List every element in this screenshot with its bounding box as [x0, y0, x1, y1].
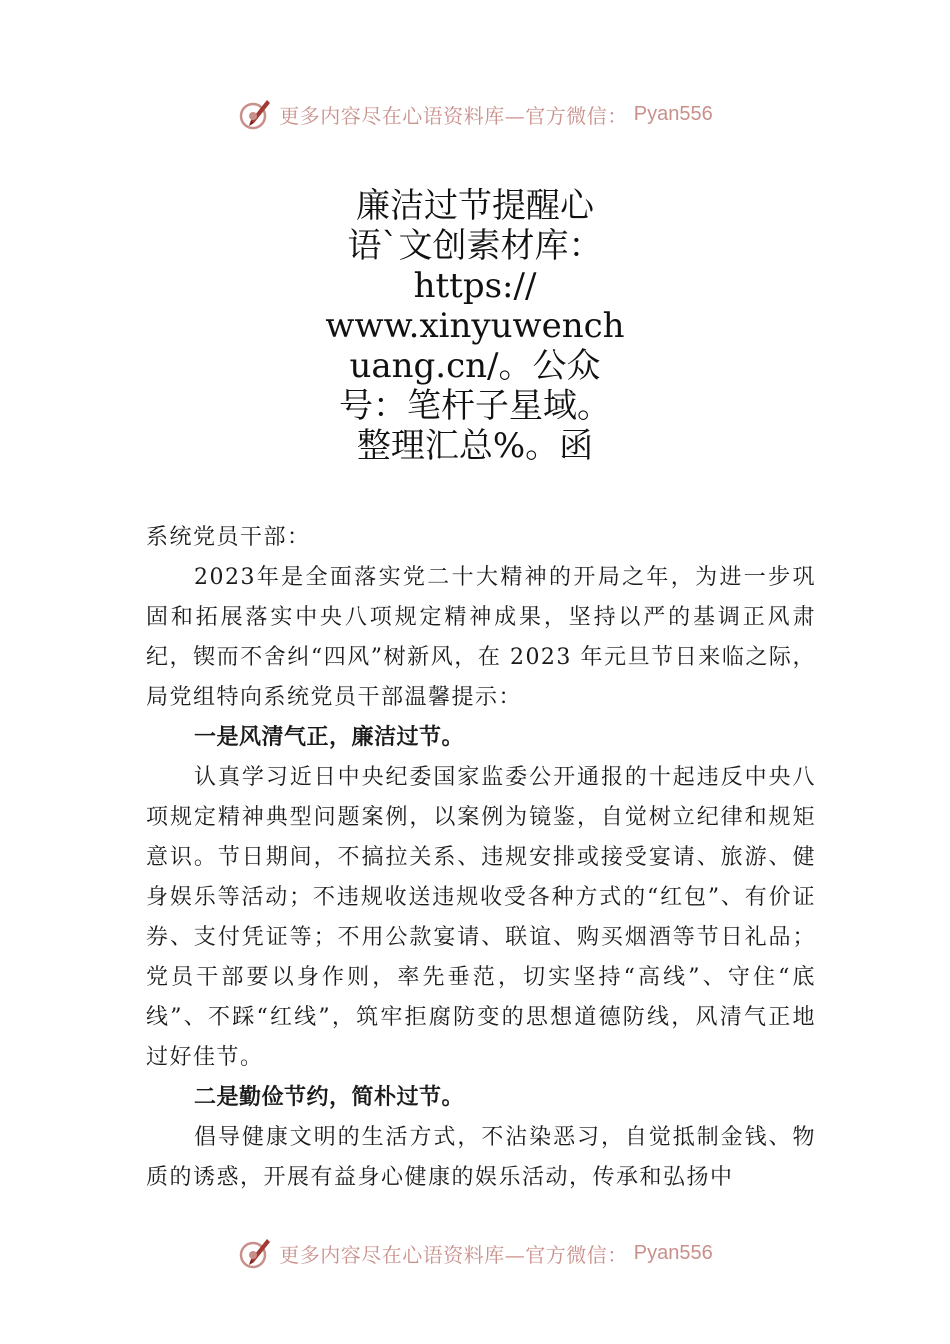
- watermark-header: [0, 92, 950, 136]
- title-line: 号：笔杆子星域。: [339, 386, 611, 426]
- title-line: 整理汇总%。函: [356, 426, 594, 466]
- quill-logo-icon: [237, 96, 273, 132]
- section-heading-1: 一是风清气正，廉洁过节。: [194, 725, 465, 750]
- document-title: [300, 186, 650, 466]
- watermark-wechat-id: Pyan556: [633, 1241, 713, 1264]
- title-line: www.xinyuwench: [325, 306, 625, 346]
- quill-logo-icon: [237, 1235, 273, 1271]
- intro-paragraph: 2023年是全面落实党二十大精神的开局之年，为进一步巩固和拓展落实中央八项规定精神成果，坚持以严的基调正风肃纪，锲而不舍纠“四风”树新风，在 2023 年元旦节日来临之际，局党组特向系统党员干部温馨提示：: [146, 565, 816, 710]
- watermark-footer: [0, 1231, 950, 1275]
- section-paragraph-2: 倡导健康文明的生活方式，不沾染恶习，自觉抵制金钱、物质的诱惑，开展有益身心健康的娱乐活动，传承和弘扬中: [146, 1125, 816, 1190]
- title-line: 廉洁过节提醒心: [356, 186, 594, 226]
- title-line: uang.cn/。公众: [349, 346, 601, 386]
- watermark-text: 更多内容尽在心语资料库—官方微信：: [279, 103, 628, 128]
- watermark-wechat-id: Pyan556: [633, 102, 713, 125]
- salutation: 系统党员干部：: [146, 525, 311, 550]
- watermark-text: 更多内容尽在心语资料库—官方微信：: [279, 1242, 628, 1267]
- title-line: 语`文创素材库：: [347, 226, 603, 266]
- document-body: [146, 518, 816, 1198]
- section-heading-2: 二是勤俭节约，简朴过节。: [194, 1085, 465, 1110]
- title-line: https://: [413, 266, 537, 306]
- section-paragraph-1: 认真学习近日中央纪委国家监委公开通报的十起违反中央八项规定精神典型问题案例，以案例为镜鉴，自觉树立纪律和规矩意识。节日期间，不搞拉关系、违规安排或接受宴请、旅游、健身娱乐等活动；不违规收送违规收受各种方式的“红包”、有价证券、支付凭证等；不用公款宴请、联谊、购买烟酒等节日礼品；党员干部要以身作则，率先垂范，切实坚持“高线”、守住“底线”、不踩“红线”，筑牢拒腐防变的思想道德防线，风清气正地过好佳节。: [146, 765, 816, 1070]
